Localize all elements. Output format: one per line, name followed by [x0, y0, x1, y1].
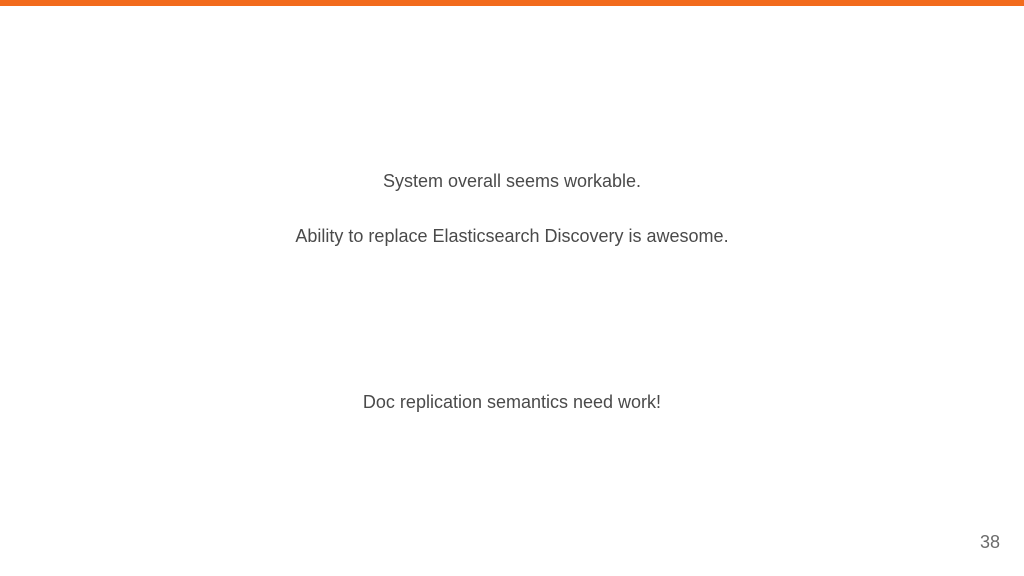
top-accent-bar — [0, 0, 1024, 6]
slide-text-line-3: Doc replication semantics need work! — [362, 392, 662, 412]
page-number: 38 — [979, 532, 1000, 552]
slide-text-line-2: Ability to replace Elasticsearch Discovery is awesome. — [295, 226, 729, 246]
slide-text-line-1: System overall seems workable. — [382, 171, 642, 191]
